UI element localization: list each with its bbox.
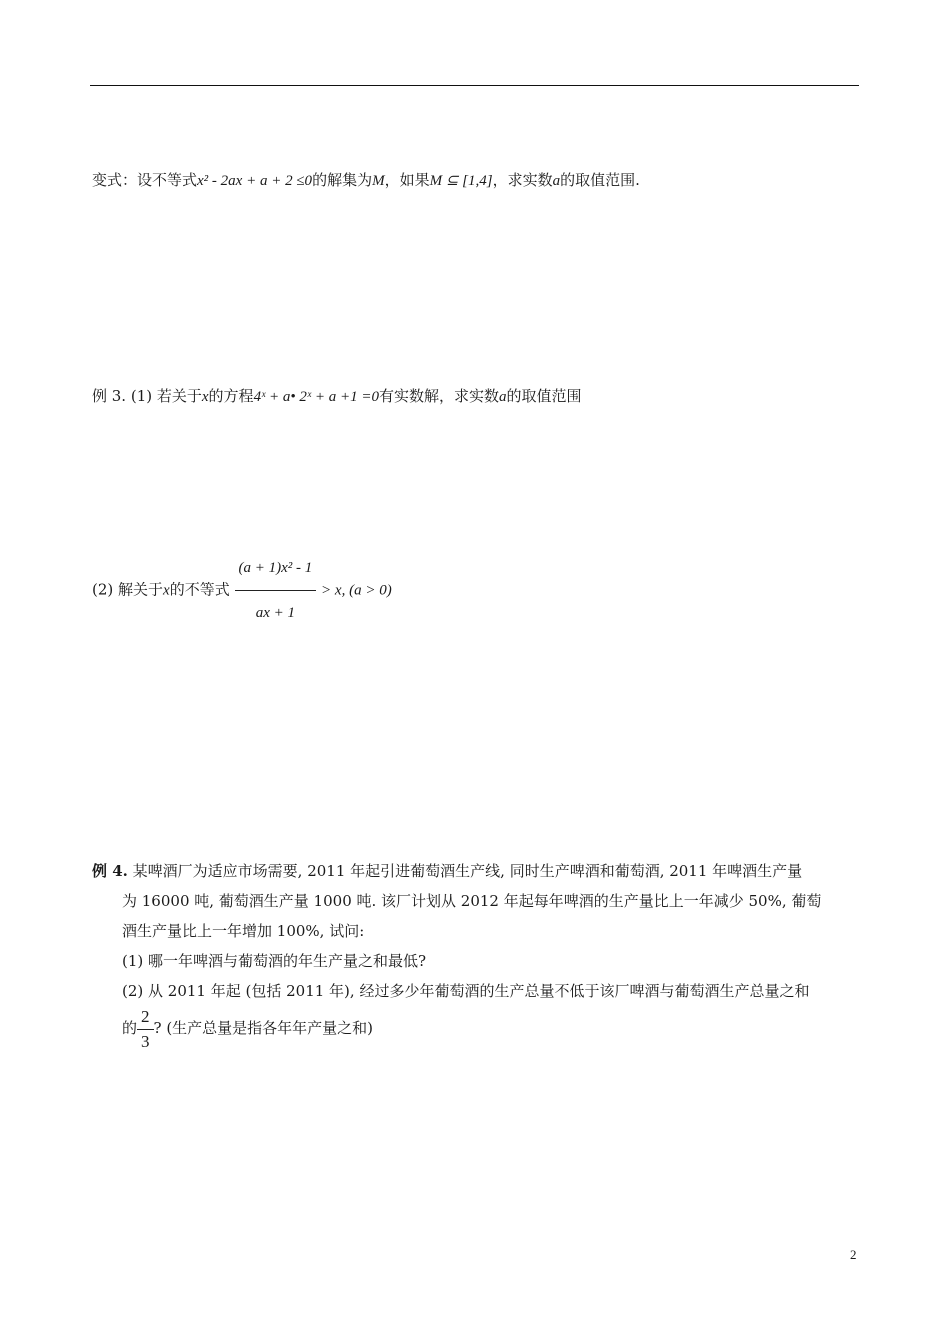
example4-line1: 例 4. 某啤酒厂为适应市场需要, 2011 年起引进葡萄酒生产线, 同时生产啤酒和葡萄酒, 2011 年啤酒生产量 xyxy=(92,862,803,880)
example3-rhs: > x, (a > 0) xyxy=(321,582,392,599)
example3-fraction xyxy=(235,548,317,633)
example4-question2-cont: 的 $\frac{2}{3}$ ? (生产总量是指各年年产量之和) xyxy=(122,1006,374,1051)
example3-part2 xyxy=(92,548,392,633)
example3-equation: 4ˣ + a• 2ˣ + a +1 =0 xyxy=(253,389,380,405)
example4-line3: 酒生产量比上一年增加 100%, 试问: xyxy=(122,922,365,940)
variant-if: ，如果 xyxy=(384,171,430,189)
example4-question2: (2) 从 2011 年起 (包括 2011 年), 经过多少年葡萄酒的生产总量不低于该厂啤酒与葡萄酒生产总量之和 xyxy=(122,982,810,1000)
variant-tail: 的取值范围. xyxy=(560,171,640,189)
fraction-numerator: (a + 1)x² - 1 xyxy=(235,548,317,591)
example3-p2-mid: 的不等式 xyxy=(169,580,230,599)
example3-head: 例 3. (1) 若关于 xyxy=(92,387,202,405)
variant-subset: M ⊆ [1,4] xyxy=(429,173,493,189)
example3-mid: 的方程 xyxy=(208,387,254,405)
variant-var: a xyxy=(552,173,561,189)
example4-question1: (1) 哪一年啤酒与葡萄酒的年生产量之和最低? xyxy=(122,952,427,970)
example3-tail: 有实数解，求实数 xyxy=(379,387,500,405)
variant-ask: ，求实数 xyxy=(492,171,553,189)
example3-part1 xyxy=(92,386,582,407)
example4-line2: 为 16000 吨, 葡萄酒生产量 1000 吨. 该厂计划从 2012 年起每年啤酒的生产量比上一年减少 50%, 葡萄 xyxy=(122,892,822,910)
page-number: 2 xyxy=(850,1247,857,1262)
fraction-denominator: ax + 1 xyxy=(255,605,296,621)
variant-problem xyxy=(92,170,640,191)
example3-var-a: a xyxy=(499,389,507,405)
header-rule xyxy=(90,85,859,86)
two-thirds-fraction: $\frac{2}{3}$ xyxy=(137,1007,154,1052)
variant-set: M xyxy=(372,173,385,189)
example3-p2-var: x xyxy=(163,582,170,599)
example3-var-x: x xyxy=(201,389,209,405)
example4-label: 例 4. xyxy=(92,862,128,880)
example3-p2-head: (2) 解关于 xyxy=(92,580,164,599)
example3-end: 的取值范围 xyxy=(506,387,582,405)
example4 xyxy=(92,856,860,1052)
variant-mid: 的解集为 xyxy=(312,171,373,189)
variant-inequality: x² - 2ax + a + 2 ≤0 xyxy=(197,173,313,189)
variant-label: 变式：设不等式 xyxy=(92,171,198,189)
